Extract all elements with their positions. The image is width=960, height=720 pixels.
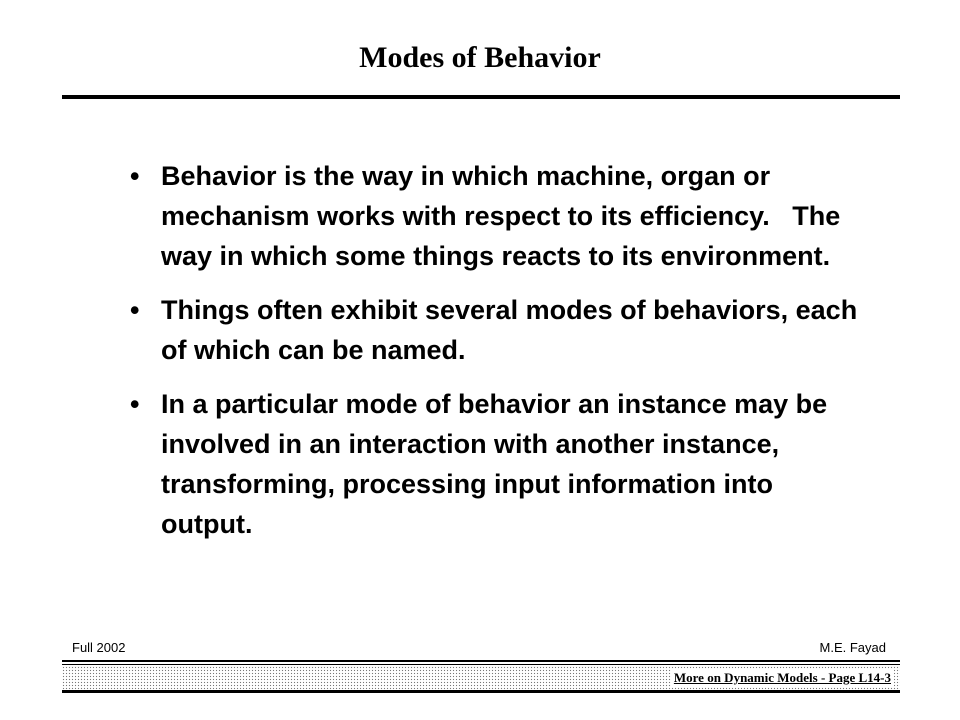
footer-divider-thin [62, 664, 900, 665]
bullet-item [130, 290, 860, 370]
bullet-icon: • [130, 295, 140, 325]
bullet-list [130, 156, 860, 558]
bullet-icon: • [130, 389, 140, 419]
bullet-item [130, 156, 860, 276]
footer-divider-top [62, 660, 900, 662]
title-divider [62, 95, 900, 99]
bullet-item [130, 384, 860, 544]
bullet-icon: • [130, 161, 140, 191]
footer-divider-bottom [62, 690, 900, 693]
bullet-text: In a particular mode of behavior an instance may be involved in an interaction with another instance, transforming, processing input information into output. [161, 389, 828, 539]
bullet-text: Behavior is the way in which machine, organ or mechanism works with respect to its efficiency. The way in which some things reacts to its environment. [161, 161, 841, 271]
footer-date: Full 2002 [72, 640, 126, 655]
footer-page-caption: More on Dynamic Models - Page L14-3 [671, 669, 894, 687]
slide-title: Modes of Behavior [359, 41, 601, 74]
footer-author: M.E. Fayad [819, 640, 886, 655]
bullet-text: Things often exhibit several modes of behaviors, each of which can be named. [161, 295, 858, 365]
